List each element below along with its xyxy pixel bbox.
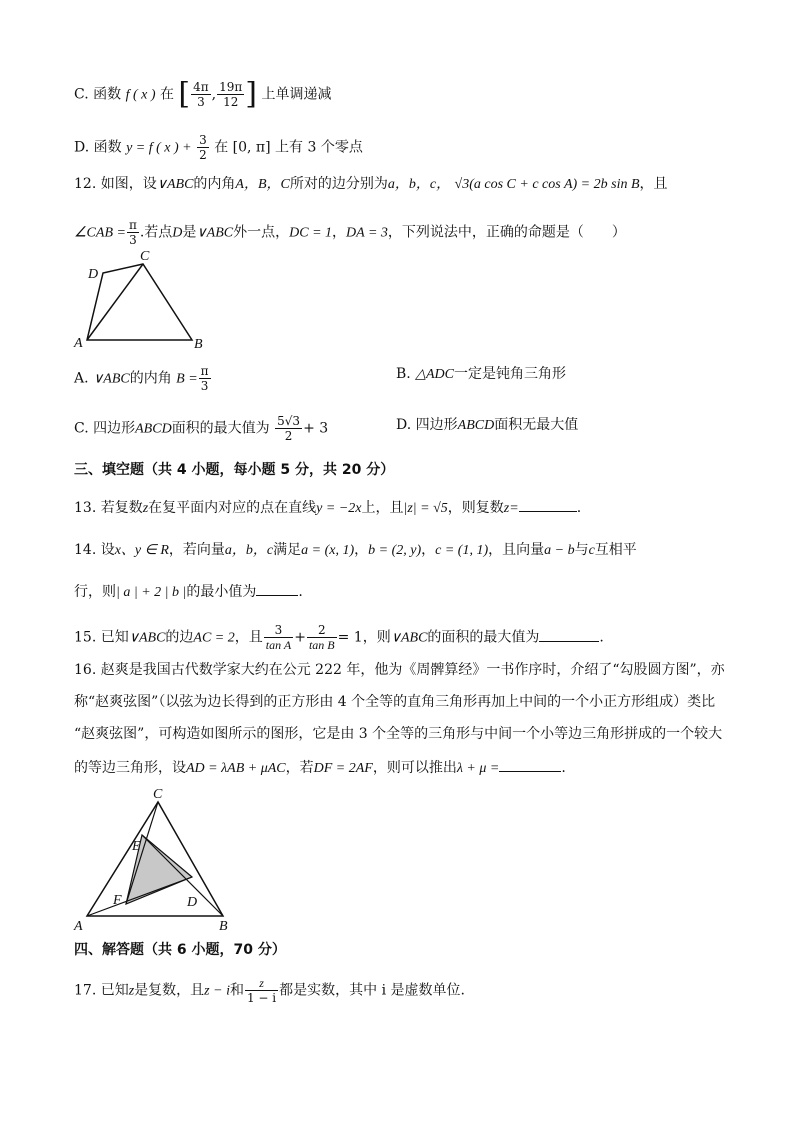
answer-blank-14[interactable]: [256, 583, 298, 596]
question-16-line1: 16. 赵爽是我国古代数学家大约在公元 222 年，他为《周髀算经》一书作序时，介绍了“勾股圆方图”，亦: [74, 662, 725, 678]
question-12-line1: 12. 如图，设∨ABC的内角A，B，C所对的边分别为a，b，c， √3(a cos C + c cos A) = 2b sin B，且: [74, 176, 668, 192]
section-heading-fill-in: 三、填空题（共 4 小题，每小题 5 分，共 20 分）: [74, 462, 395, 478]
fraction-4pi-3: $\frac{4\pi}{3}$: [193, 80, 209, 109]
fraction-19pi-12: $\frac{19\pi}{12}$: [219, 80, 243, 109]
option-12c: C. 四边形ABCD面积的最大值为 $\frac{5√3}{2}$ + 3: [74, 414, 329, 443]
question-13: 13. 若复数z在复平面内对应的点在直线y = −2x上，且|z| = √5，则复数z= .: [74, 500, 582, 516]
label-a: A: [74, 336, 83, 351]
figure-zhao-shuang-triangle: [66, 786, 246, 936]
fraction-pi-3: $\frac{\pi}{3}$: [128, 218, 137, 247]
label-b: B: [219, 919, 228, 934]
question-14-line2: 行，则| a | + 2 | b |的最小值为 .: [74, 584, 303, 600]
section-heading-answers: 四、解答题（共 6 小题，70 分）: [74, 942, 286, 958]
label-f: F: [113, 893, 122, 908]
answer-blank-16[interactable]: [499, 759, 561, 772]
question-15: 15. 已知∨ABC的边AC = 2，且 $\frac{3}{\text{tan A}}$ + $\frac{2}{\text{tan B}}$ = 1，则∨ABC的面积的最大值为 .: [74, 623, 604, 652]
fraction-3-2: $\frac{3}{2}$: [199, 133, 207, 162]
question-17: 17. 已知z是复数，且z − i和 $\frac{z}{1 - i}$ 都是实数，其中 i 是虚数单位.: [74, 976, 465, 1005]
option-11c: C. 函数 f ( x ) 在 [ $\frac{4\pi}{3}$ , $\frac{19\pi}{12}$ ] 上单调递减: [74, 76, 332, 112]
option-12a: A. ∨ABC的内角 B = $\frac{\pi}{3}$: [74, 364, 209, 393]
question-16-line4: 的等边三角形，设AD = λAB + μAC，若DF = 2AF，则可以推出λ + μ = .: [74, 760, 566, 776]
question-16-line3: “赵爽弦图”，可构造如图所示的图形，它是由 3 个全等的三角形与中间一个小等边三角形拼成的一个较大: [74, 726, 723, 742]
option-12d: D. 四边形ABCD面积无最大值: [396, 417, 579, 433]
option-11d: D. 函数 y = f ( x ) + $\frac{3}{2}$ 在 [0, π] 上有 3 个零点: [74, 133, 363, 162]
question-14-line1: 14. 设x、y ∈ R，若向量a，b，c满足a = (x, 1)，b = (2, y)，c = (1, 1)，且向量a − b与c互相平: [74, 542, 637, 558]
answer-blank-15[interactable]: [539, 629, 599, 642]
fraction-2-tanB: $\frac{2}{\text{tan B}}$: [308, 623, 335, 652]
fraction-3-tanA: $\frac{3}{\text{tan A}}$: [265, 623, 292, 652]
figure-quadrilateral-abcd: [70, 244, 210, 354]
question-12-line2: ∠CAB = $\frac{\pi}{3}$ .若点D是∨ABC外一点，DC = 1，DA = 3，下列说法中，正确的命题是（ ）: [74, 218, 626, 247]
answer-blank-13[interactable]: [519, 499, 577, 512]
label-d: D: [88, 267, 99, 282]
label-c: C: [140, 249, 150, 264]
question-16-line2: 称“赵爽弦图”（以弦为边长得到的正方形由 4 个全等的直角三角形再加上中间的一个小正方形组成）类比: [74, 694, 716, 710]
fraction-5root3-2: $\frac{5√3}{2}$: [277, 414, 301, 443]
fraction-z-1-i: $\frac{z}{1 - i}$: [246, 976, 277, 1005]
label-d: D: [187, 895, 198, 910]
fraction-pi-3: $\frac{\pi}{3}$: [200, 364, 209, 393]
label-a: A: [74, 919, 83, 934]
quadrilateral-outline: [87, 264, 192, 340]
option-12b: B. △ADC一定是钝角三角形: [396, 366, 566, 382]
label-e: E: [132, 839, 141, 854]
label-b: B: [194, 337, 203, 352]
label-c: C: [153, 787, 163, 802]
